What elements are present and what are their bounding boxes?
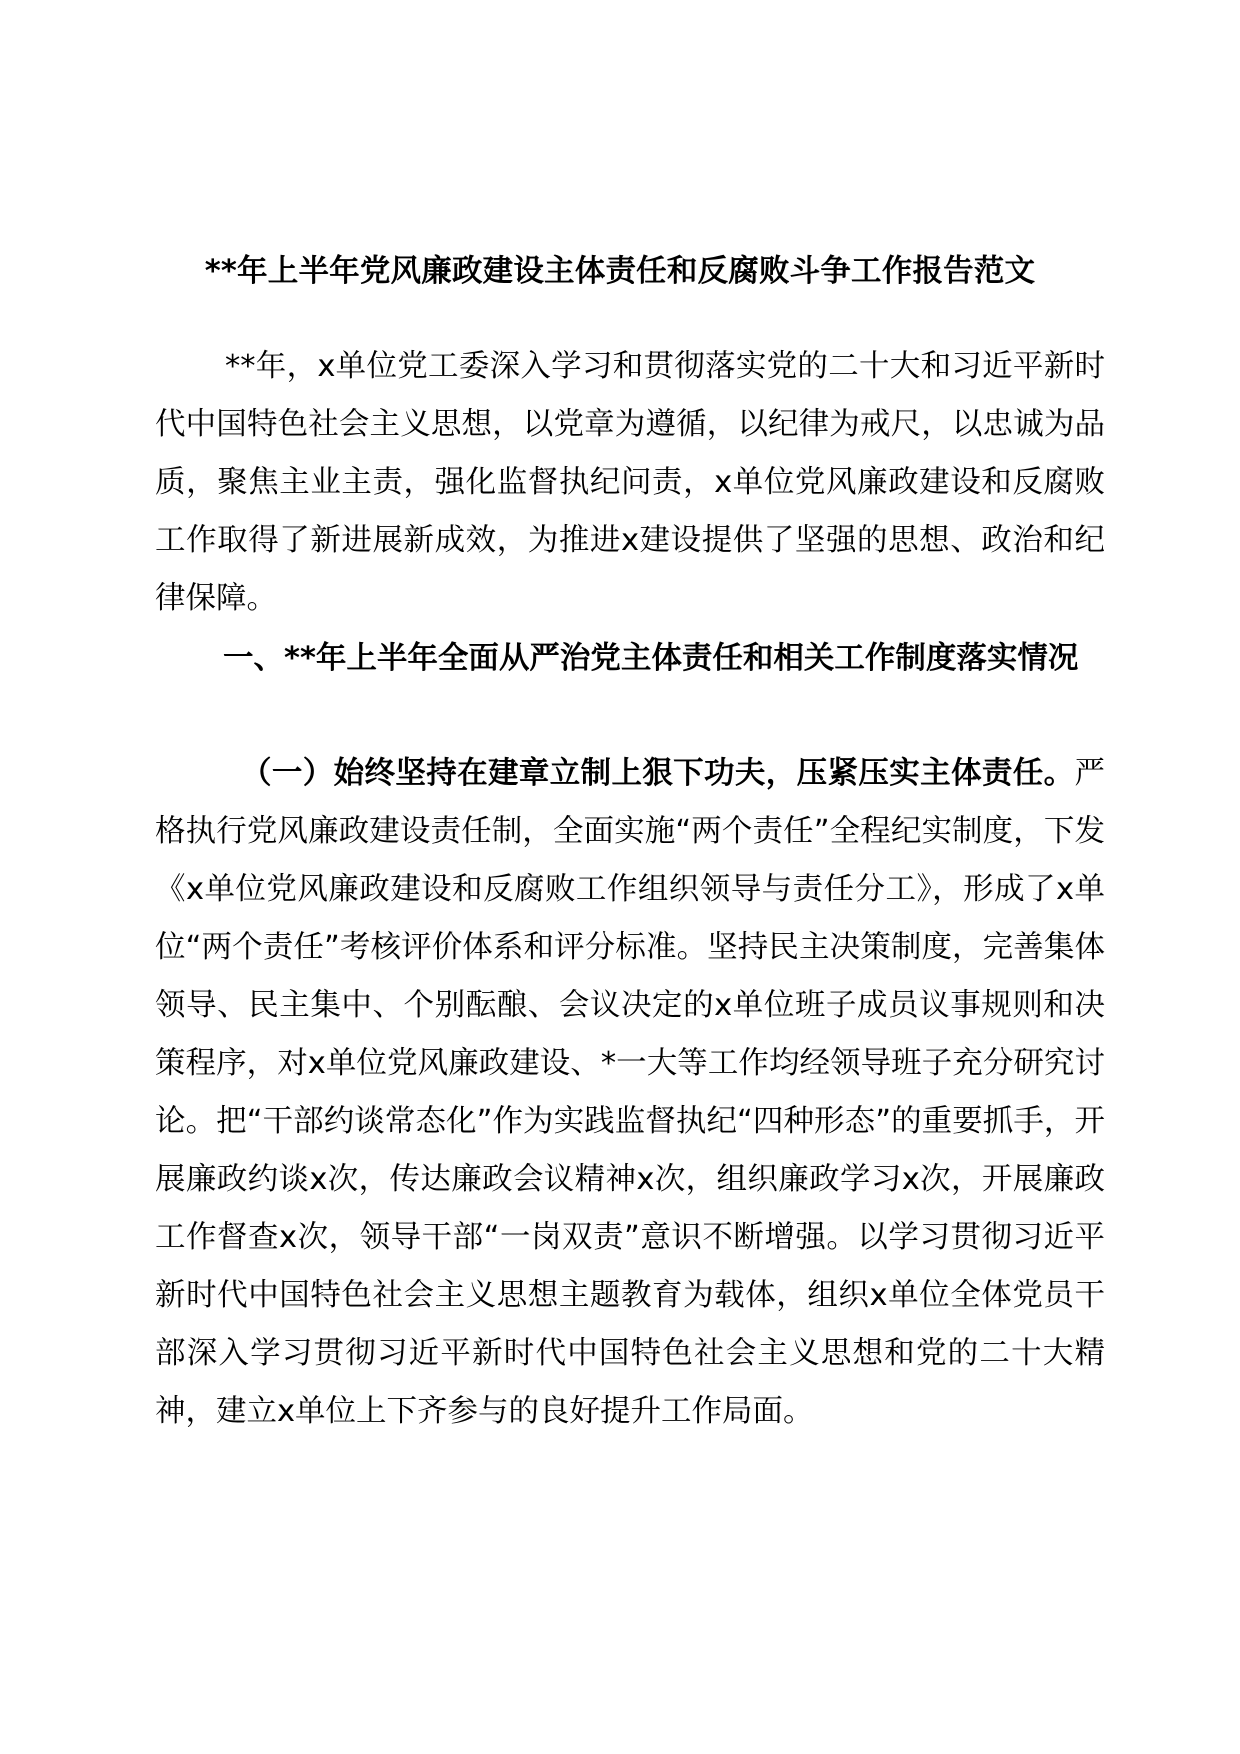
intro-paragraph: **年，x单位党工委深入学习和贯彻落实党的二十大和习近平新时代中国特色社会主义思想，以党章为遵循，以纪律为戒尺，以忠诚为品质，聚焦主业主责，强化监督执纪问责，x单位党风廉政建设和反腐败工作取得了新进展新成效，为推进x建设提供了坚强的思想、政治和纪律保障。 <box>155 349 1105 616</box>
subsection-body: 严格执行党风廉政建设责任制，全面实施“两个责任”全程纪实制度，下发《x单位党风廉政建设和反腐败工作组织领导与责任分工》，形成了x单位“两个责任”考核评价体系和评分标准。坚持民主决策制度，完善集体领导、民主集中、个别酝酿、会议决定的x单位班子成员议事规则和决策程序，对x单位党风廉政建设、*一大等工作均经领导班子充分研究讨论。把“干部约谈常态化”作为实践监督执纪“四种形态”的重要抓手，开展廉政约谈x次，传达廉政会议精神x次，组织廉政学习x次，开展廉政工作督查x次，领导干部“一岗双责”意识不断增强。以学习贯彻习近平新时代中国特色社会主义思想主题教育为载体，组织x单位全体党员干部深入学习贯彻习近平新时代中国特色社会主义思想和党的二十大精神，建立x单位上下齐参与的良好提升工作局面。 <box>155 756 1105 1429</box>
subsection-lead: （一）始终坚持在建章立制上狠下功夫，压紧压实主体责任。 <box>241 756 1075 791</box>
section-heading: 一、**年上半年全面从严治党主体责任和相关工作制度落实情况 <box>223 641 1079 676</box>
subsection-paragraph <box>155 745 1105 1441</box>
document-title: **年上半年党风廉政建设主体责任和反腐败斗争工作报告范文 <box>204 254 1036 289</box>
